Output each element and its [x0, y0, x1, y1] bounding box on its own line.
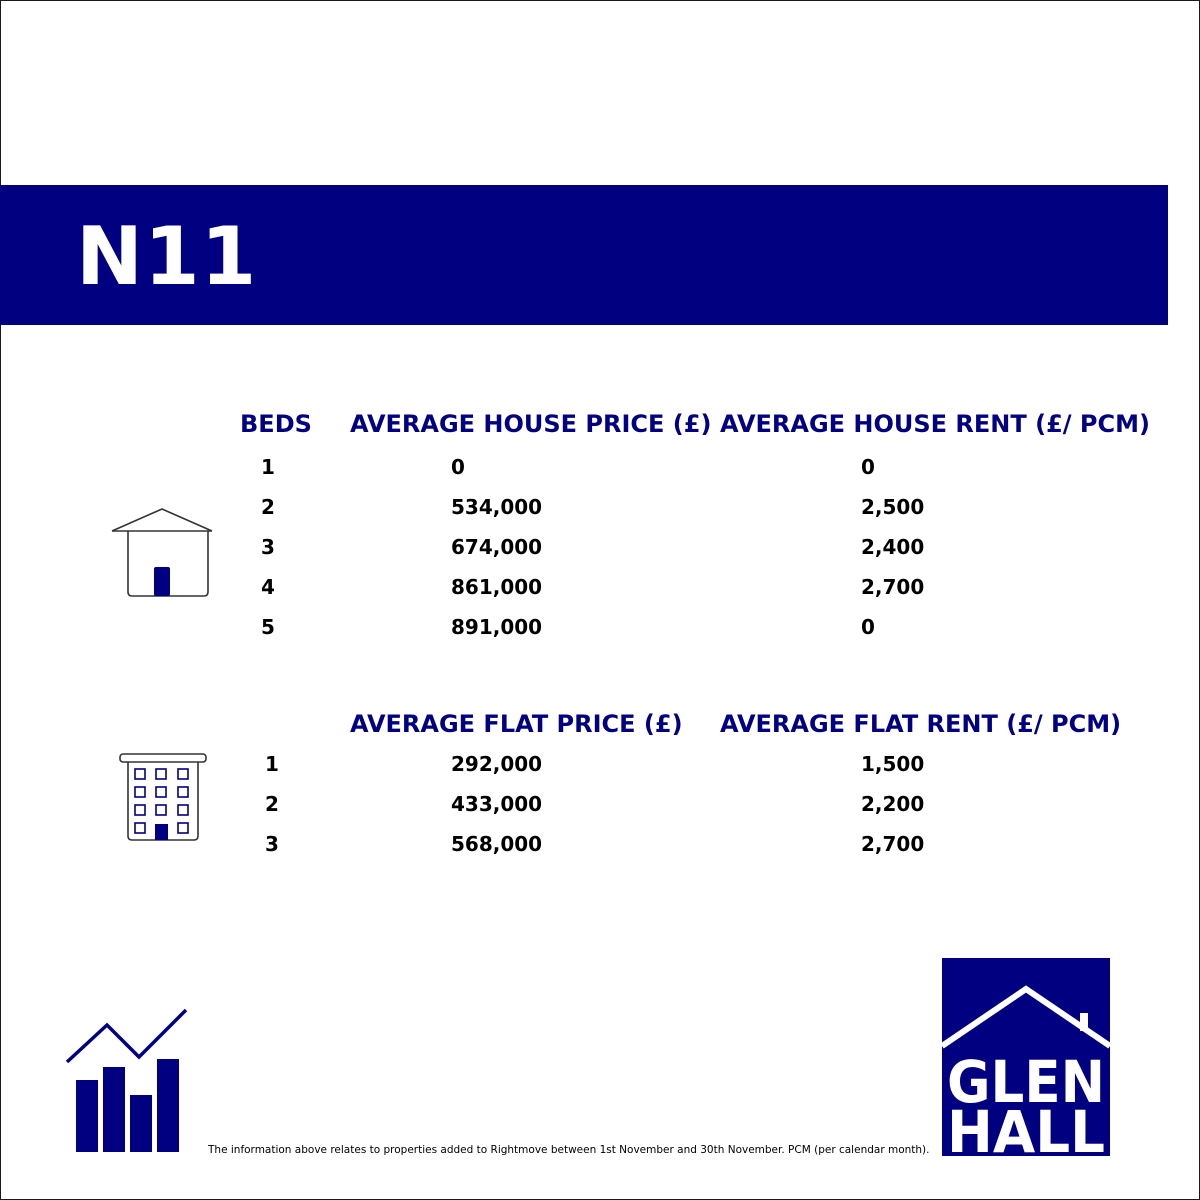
house-icon	[108, 506, 216, 600]
house-price-cell: 534,000	[451, 495, 543, 519]
flat-rent-header: AVERAGE FLAT RENT (£/ PCM)	[720, 710, 1122, 738]
house-price-header: AVERAGE HOUSE PRICE (£)	[350, 410, 712, 438]
house-price-cell: 861,000	[451, 575, 543, 599]
flat-rent-cell: 1,500	[861, 752, 925, 776]
logo-line1: GLEN	[947, 1048, 1105, 1116]
house-rent-cell: 2,700	[861, 575, 925, 599]
house-beds-cell: 2	[261, 495, 275, 519]
flat-price-cell: 292,000	[451, 752, 543, 776]
house-beds-cell: 5	[261, 615, 275, 639]
house-rent-cell: 0	[861, 615, 875, 639]
house-price-cell: 891,000	[451, 615, 543, 639]
house-rent-header: AVERAGE HOUSE RENT (£/ PCM)	[720, 410, 1150, 438]
flat-rent-cell: 2,700	[861, 832, 925, 856]
flat-beds-cell: 2	[265, 792, 279, 816]
flat-price-cell: 568,000	[451, 832, 543, 856]
house-beds-cell: 4	[261, 575, 275, 599]
logo-line2: HALL	[947, 1098, 1105, 1158]
house-beds-cell: 1	[261, 455, 275, 479]
flat-price-header: AVERAGE FLAT PRICE (£)	[350, 710, 683, 738]
flat-beds-cell: 1	[265, 752, 279, 776]
house-price-cell: 674,000	[451, 535, 543, 559]
flat-rent-cell: 2,200	[861, 792, 925, 816]
flat-beds-cell: 3	[265, 832, 279, 856]
bar-chart-trend-icon	[60, 1004, 192, 1156]
flat-price-cell: 433,000	[451, 792, 543, 816]
glen-hall-logo	[942, 958, 1112, 1158]
house-rent-cell: 0	[861, 455, 875, 479]
house-rent-cell: 2,400	[861, 535, 925, 559]
house-rent-cell: 2,500	[861, 495, 925, 519]
footnote: The information above relates to properties added to Rightmove between 1st November and 30th November. PCM (per calendar month).	[208, 1144, 930, 1156]
page-title: N11	[76, 210, 258, 303]
house-price-cell: 0	[451, 455, 465, 479]
beds-header: BEDS	[240, 410, 312, 438]
apartment-building-icon	[118, 750, 210, 844]
house-beds-cell: 3	[261, 535, 275, 559]
